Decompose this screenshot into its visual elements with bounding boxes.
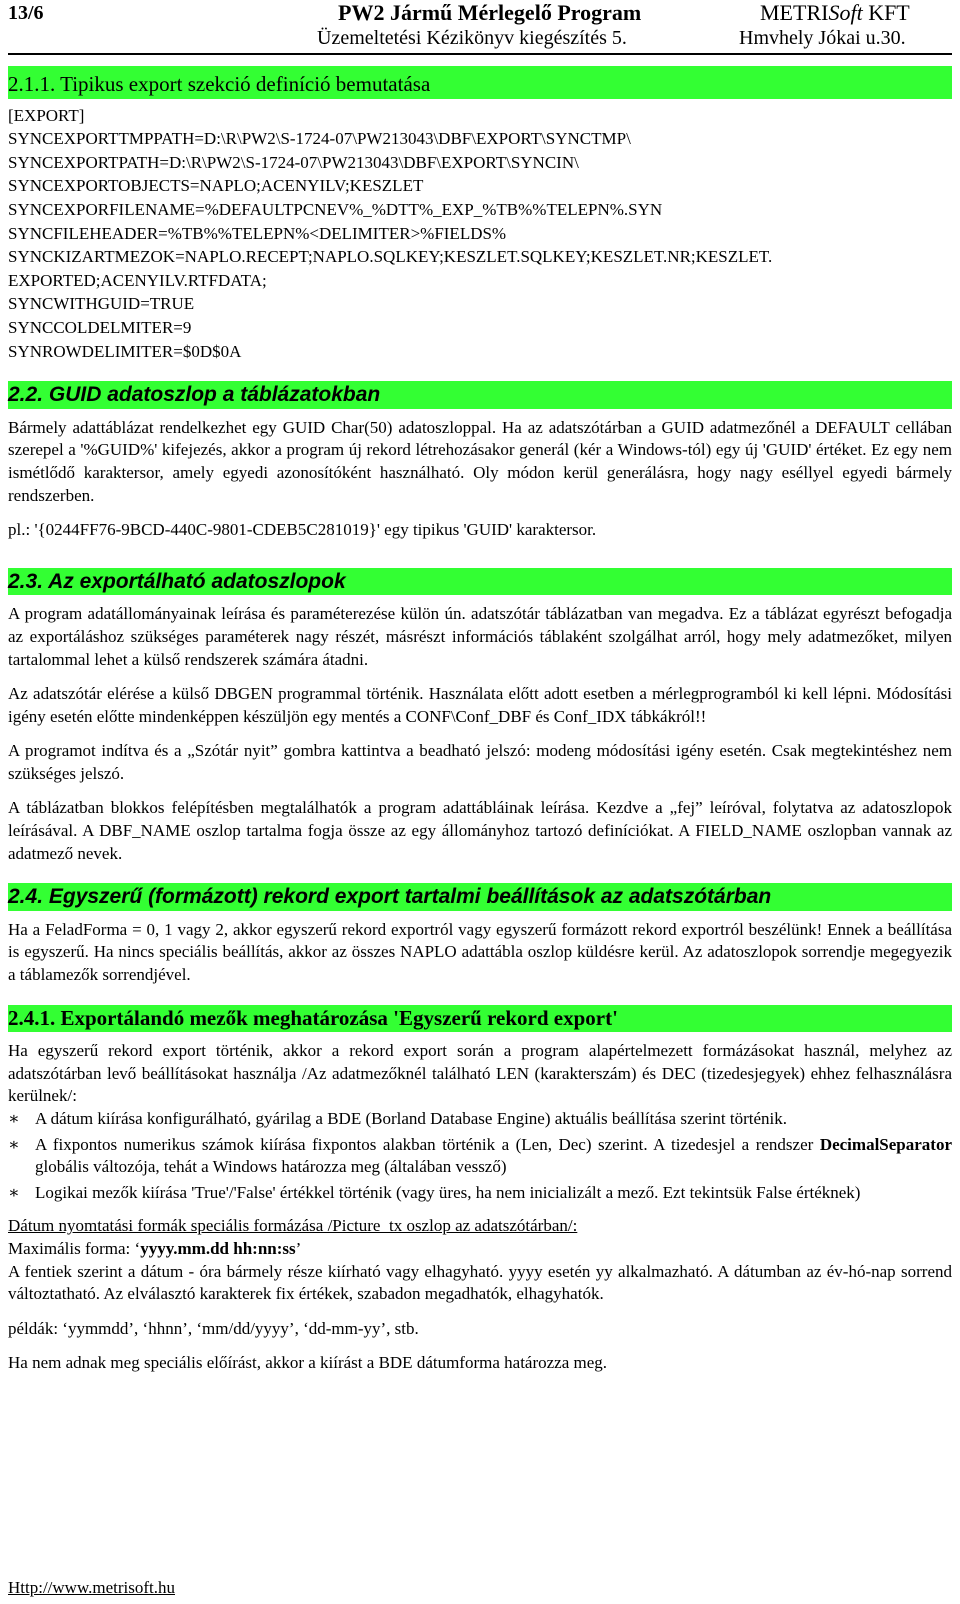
list-item: ∗ A fixpontos numerikus számok kiírása fixpontos alakban történik a (Len, Dec) szerint. A tizedesjel a rendszer DecimalSeparator globális változója, tehát a Windows határozza meg (általában vessző) — [8, 1134, 952, 1177]
bullet-star-icon: ∗ — [8, 1109, 20, 1129]
code-line: SYNCEXPORFILENAME=%DEFAULTPCNEV%_%DTT%_EXP_%TB%%TELEPN%.SYN — [8, 199, 663, 219]
code-line: SYNCEXPORTTMPPATH=D:\R\PW2\S-1724-07\PW213043\DBF\EXPORT\SYNCTMP\ — [8, 129, 631, 149]
bullet-star-icon: ∗ — [8, 1182, 20, 1202]
code-line: SYNCEXPORTPATH=D:\R\PW2\S-1724-07\PW213043\DBF\EXPORT\SYNCIN\ — [8, 152, 579, 172]
footer-website-link[interactable]: Http://www.metrisoft.hu — [8, 1578, 175, 1597]
columns-paragraph-4: A táblázatban blokkos felépítésben megtalálhatók a program adattábláinak leírása. Kezdve a „fej” leíróval, folytatva az adatoszlopok leírásával. A DBF_NAME oszlop tartalma fogja össze az egy állományhoz tartozó definíciókat. A FIELD_NAME oszlopban vannak az adatmező nevek. — [8, 798, 952, 863]
code-line: [EXPORT] — [8, 105, 85, 125]
date-format-paragraph: A fentiek szerint a dátum - óra bármely része kiírható vagy elhagyható. yyyy esetén yy alkalmazható. A dátumban az év-hó-nap sorrend változtatható. Az elválasztó karakterek fix értékek, szabadon megadhatók, elhagyhatók. — [8, 1261, 952, 1304]
code-line: SYNCEXPORTOBJECTS=NAPLO;ACENYILV;KESZLET — [8, 176, 424, 196]
field-export-paragraph: Ha egyszerű rekord export történik, akkor a rekord export során a program alapértelmezett formázásokat használ, melyhez az adatszótárban levő beállításokat használja /Az adatmezőknél található LEN (karakterszám) és DEC (tizedesjegyek) ehhez felhasználásra kerülnek/: — [8, 1041, 952, 1106]
code-line: SYNCKIZARTMEZOK=NAPLO.RECEPT;NAPLO.SQLKEY;KESZLET.SQLKEY;KESZLET.NR;KESZLET. — [8, 247, 773, 267]
manual-subtitle: Üzemeltetési Kézikönyv kiegészítés 5. — [317, 27, 627, 49]
code-line: SYNCFILEHEADER=%TB%%TELEPN%<DELIMITER>%FIELDS% — [8, 223, 507, 243]
section-2-1-1-heading: 2.1.1. Tipikus export szekció definíció bemutatása — [8, 66, 952, 99]
header-rule — [8, 53, 952, 55]
page-header — [8, 0, 952, 56]
guid-paragraph: Bármely adattáblázat rendelkezhet egy GUID Char(50) adatoszloppal. Ha az adatszótárban a GUID adatmezőnél a DEFAULT cellában szerepel a '%GUID%' kifejezés, akkor a program új rekord létrehozásakor generál (kér a Windows-tól) egy új 'GUID' értéket. Ez egy nem ismétlődő karaktersor, amely egyedi azonosítóként használható. Oly módon kerül generálásra, hogy nagy eséllyel egyedi bármely rendszerben. — [8, 417, 952, 505]
bullet-star-icon: ∗ — [8, 1134, 20, 1154]
section-2-3-heading: 2.3. Az exportálható adatoszlopok — [8, 568, 952, 596]
section-2-2-heading: 2.2. GUID adatoszlop a táblázatokban — [8, 381, 952, 409]
code-line: SYNCCOLDELMITER=9 — [8, 317, 192, 337]
code-line: SYNCWITHGUID=TRUE — [8, 294, 195, 314]
page-number: 13/6 — [8, 2, 44, 24]
company-address: Hmvhely Jókai u.30. — [739, 27, 906, 49]
list-item: ∗ Logikai mezők kiírása 'True'/'False' értékkel történik (vagy üres, ha nem inicializált a mező. Ezt tekintsük False értéknek) — [8, 1182, 952, 1205]
simple-export-paragraph: Ha a FeladForma = 0, 1 vagy 2, akkor egyszerű rekord exportról vagy egyszerű formázott rekord exportról beszélünk! Ennek a beállítása is egyszerű. Ha nincs speciális beállítás, akkor az összes NAPLO adattábla oszlop küldésre kerül. Az adatoszlopok sorrendje megegyezik a táblamezők sorrendjével. — [8, 919, 952, 985]
date-format-title: Dátum nyomtatási formák speciális formázása /Picture_tx oszlop az adatszótárban/: — [8, 1216, 578, 1236]
export-section-code — [8, 104, 952, 364]
max-format-line: Maximális forma: ‘yyyy.mm.dd hh:nn:ss’ — [8, 1239, 302, 1259]
guid-example: pl.: '{0244FF76-9BCD-440C-9801-CDEB5C281019}' egy tipikus 'GUID' karaktersor. — [8, 520, 597, 540]
code-line: SYNROWDELIMITER=$0D$0A — [8, 341, 242, 361]
section-2-4-1-heading: 2.4.1. Exportálandó mezők meghatározása 'Egyszerű rekord export' — [8, 1005, 952, 1033]
company-name: METRISoft KFT — [760, 0, 910, 25]
section-2-4-heading: 2.4. Egyszerű (formázott) rekord export tartalmi beállítások az adatszótárban — [8, 883, 952, 911]
code-line: EXPORTED;ACENYILV.RTFDATA; — [8, 270, 267, 290]
columns-paragraph-1: A program adatállományainak leírása és paraméterezése külön ún. adatszótár táblázatban van megadva. Ez a táblázat egyrészt befogadja az exportáláshoz szükséges paraméterek nagy részét, másrészt információs táblaként szolgálhat arról, hogy mely adatmezőket, milyen tartalommal lehet a külső rendszerek számára átadni. — [8, 604, 952, 669]
default-format-note: Ha nem adnak meg speciális előírást, akkor a kiírást a BDE dátumforma határozza meg. — [8, 1353, 608, 1373]
columns-paragraph-2: Az adatszótár elérése a külső DBGEN programmal történik. Használata előtt adott esetben a mérlegprogramból ki kell lépni. Módosítási igény esetén előtte mindenképpen készüljön egy mentés a CONF\Conf_DBF és Conf_IDX tábkákról!! — [8, 684, 952, 726]
columns-paragraph-3: A programot indítva és a „Szótár nyit” gombra kattintva a beadható jelszó: modeng módosítási igény esetén. Csak megtekintéshez nem szükséges jelszó. — [8, 741, 952, 783]
program-title: PW2 Jármű Mérlegelő Program — [338, 0, 642, 25]
examples-line: példák: ‘yymmdd’, ‘hhnn’, ‘mm/dd/yyyy’, ‘dd-mm-yy’, stb. — [8, 1318, 419, 1338]
export-rules-list — [8, 1108, 952, 1204]
list-item: ∗ A dátum kiírása konfigurálható, gyárilag a BDE (Borland Database Engine) aktuális beállítása szerint történik. — [8, 1108, 952, 1131]
document-page — [8, 0, 952, 1375]
